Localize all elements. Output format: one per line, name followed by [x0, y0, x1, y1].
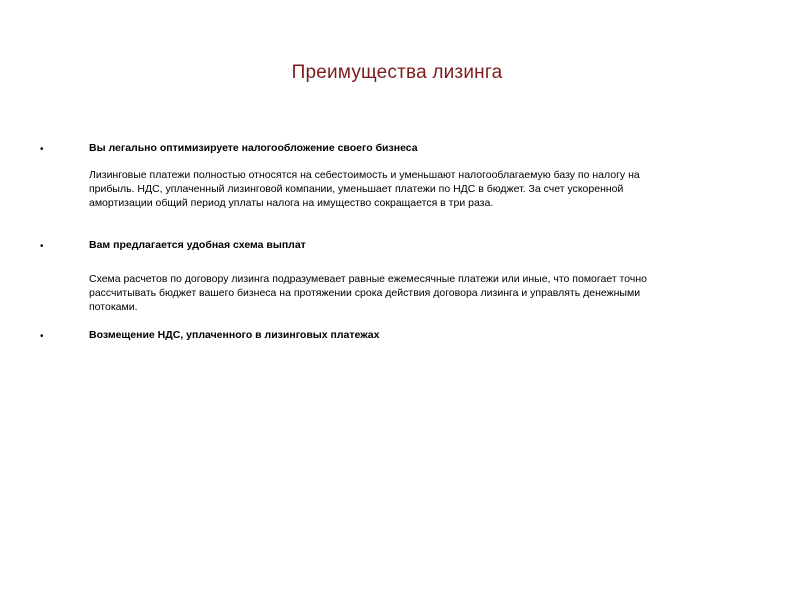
item-heading: Вам предлагается удобная схема выплат	[89, 239, 306, 251]
item-description	[89, 168, 739, 210]
description-line: потоками.	[89, 301, 138, 313]
slide-title: Преимущества лизинга	[291, 62, 503, 83]
bullet-icon: •	[40, 331, 44, 342]
item-description	[89, 272, 739, 314]
description-line: рассчитывать бюджет вашего бизнеса на протяжении срока действия договора лизинга и управлять денежными	[89, 287, 641, 299]
description-line: амортизации общий период уплаты налога на имущество сокращается в три раза.	[89, 197, 494, 209]
item-heading: Возмещение НДС, уплаченного в лизинговых платежах	[89, 329, 380, 341]
bullet-icon: •	[40, 241, 44, 252]
description-line: прибыль. НДС, уплаченный лизинговой компании, уменьшает платежи по НДС в бюджет. За счет ускоренной	[89, 183, 624, 195]
item-heading: Вы легально оптимизируете налогообложение своего бизнеса	[89, 142, 418, 154]
description-line: Лизинговые платежи полностью относятся на себестоимость и уменьшают налогооблагаемую базу по налогу на	[89, 169, 640, 181]
bullet-icon: •	[40, 144, 44, 155]
description-line: Схема расчетов по договору лизинга подразумевает равные ежемесячные платежи или иные, что помогает точно	[89, 273, 647, 285]
